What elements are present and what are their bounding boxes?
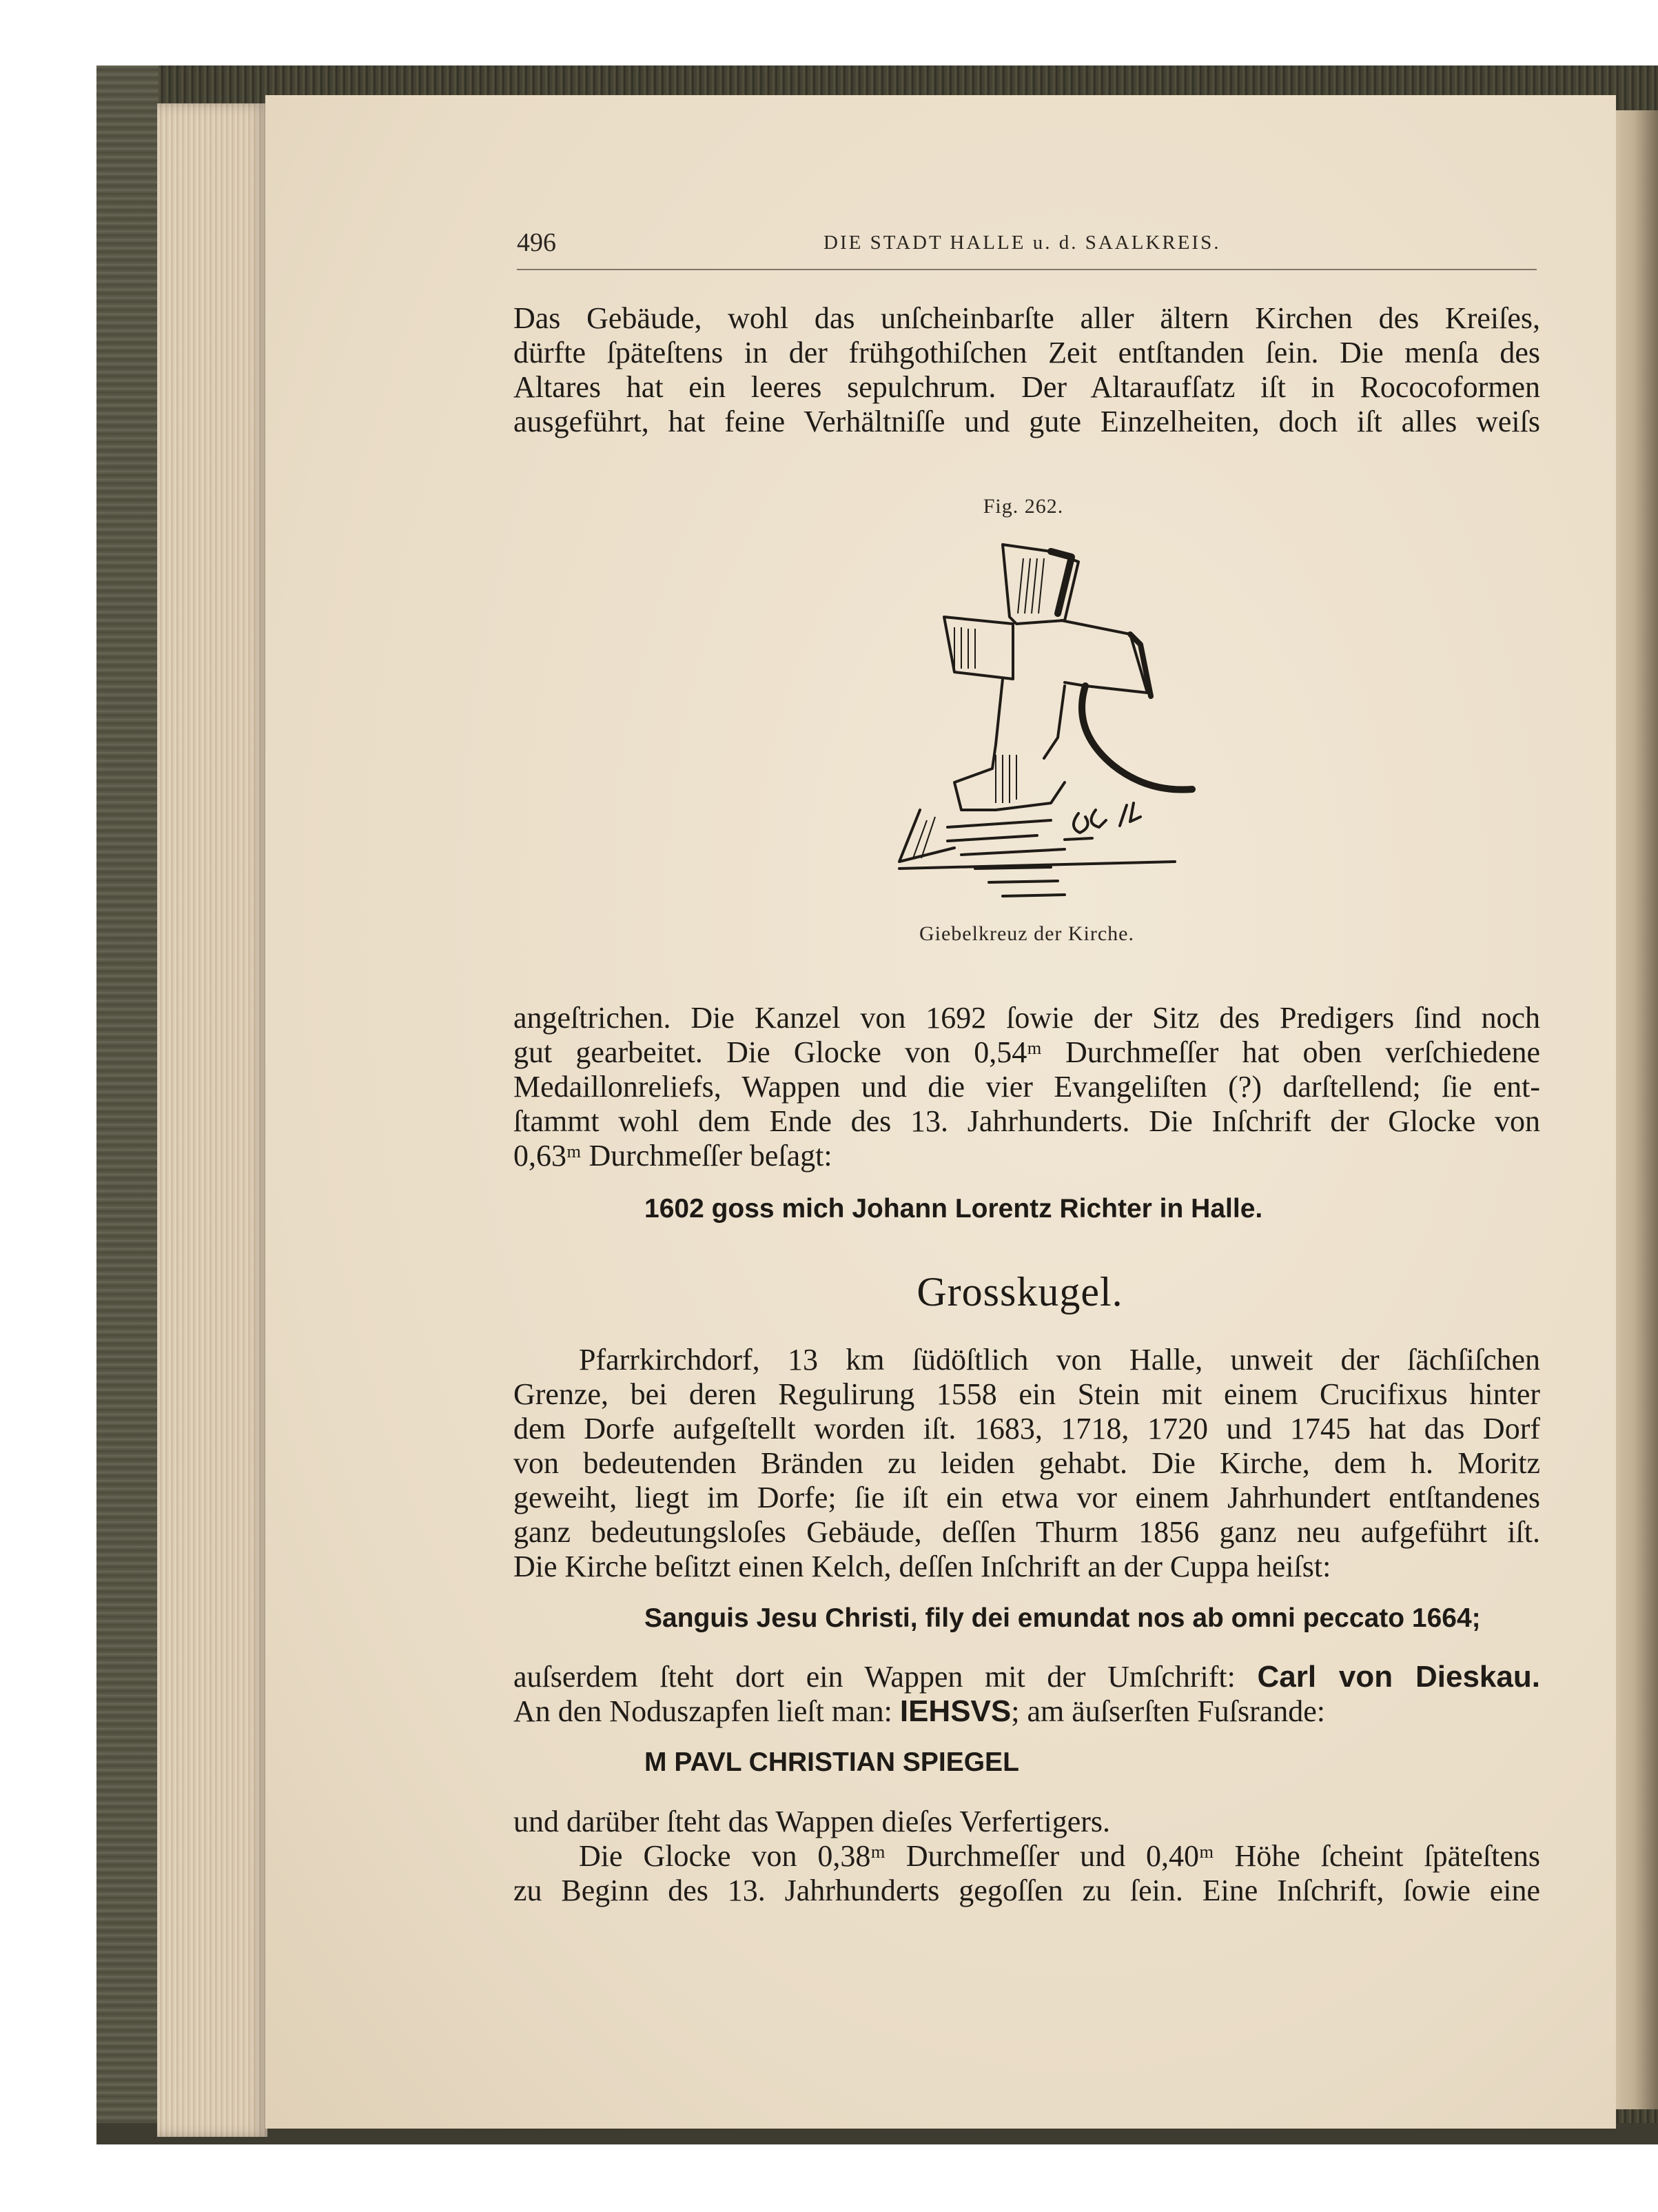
- running-header: [517, 227, 1537, 270]
- text-segment: An den Noduszapfen lieſt man:: [513, 1694, 892, 1728]
- text-line: 0,63ᵐ Durchmeſſer beſagt:: [513, 1139, 832, 1173]
- text-line: dürfte ſpäteſtens in der frühgothiſchen Zeit entſtanden ſein. Die menſa des: [513, 336, 1540, 369]
- section-heading: Grosskugel.: [917, 1269, 1123, 1315]
- text-line: zu Beginn des 13. Jahrhunderts gegoſſen zu ſein. Eine Inſchrift, ſowie eine: [513, 1874, 1540, 1907]
- text-line: Medaillonreliefs, Wappen und die vier Evangeliſten (?) darſtellend; ſie ent-: [513, 1070, 1540, 1104]
- text-line: Pfarrkirchdorf, 13 km ſüdöſtlich von Halle, unweit der ſächſiſchen: [579, 1343, 1540, 1377]
- text-line: Grenze, bei deren Regulirung 1558 ein Stein mit einem Crucifixus hinter: [513, 1377, 1540, 1411]
- text-line: gut gearbeitet. Die Glocke von 0,54ᵐ Durchmeſſer hat oben verſchiedene: [513, 1035, 1540, 1069]
- text-line: ganz bedeutungsloſes Gebäude, deſſen Thurm 1856 ganz neu aufgeführt iſt.: [513, 1515, 1540, 1549]
- chalice-inscription: Sanguis Jesu Christi, fily dei emundat nos ab omni peccato 1664;: [644, 1603, 1481, 1633]
- bell-inscription: 1602 goss mich Johann Lorentz Richter in Halle.: [644, 1194, 1263, 1224]
- text-line: Altares hat ein leeres sepulchrum. Der Altaraufſatz iſt in Rococoformen: [513, 370, 1540, 404]
- foot-inscription: M PAVL CHRISTIAN SPIEGEL: [644, 1747, 1019, 1777]
- text-line: ausgeführt, hat feine Verhältniſſe und gute Einzelheiten, doch iſt alles weiſs: [513, 405, 1540, 438]
- bold-inscription: IEHSVS: [899, 1694, 1012, 1728]
- text-line: dem Dorfe aufgeſtellt worden iſt. 1683, 1718, 1720 und 1745 hat das Dorf: [513, 1412, 1540, 1445]
- page-number: 496: [517, 228, 556, 257]
- running-title: DIE STADT HALLE u. d. SAALKREIS.: [823, 232, 1221, 254]
- text-line: [513, 1694, 1540, 1729]
- text-line: angeſtrichen. Die Kanzel von 1692 ſowie der Sitz des Predigers ſind noch: [513, 1001, 1540, 1035]
- book-spine-cloth: [96, 65, 158, 2144]
- text-line: [513, 1660, 1540, 1694]
- text-line: geweiht, liegt im Dorfe; ſie iſt ein etwa vor einem Jahrhundert entſtandenes: [513, 1481, 1540, 1514]
- text-line: Die Glocke von 0,38ᵐ Durchmeſſer und 0,40ᵐ Höhe ſcheint ſpäteſtens: [579, 1839, 1540, 1873]
- text-line: von bedeutenden Bränden zu leiden gehabt. Die Kirche, dem h. Moritz: [513, 1446, 1540, 1480]
- text-segment: ; am äuſserſten Fuſsrande:: [1011, 1694, 1326, 1728]
- text-line: ſtammt wohl dem Ende des 13. Jahrhunderts. Die Inſchrift der Glocke von: [513, 1104, 1540, 1138]
- cross-illustration: [858, 538, 1202, 913]
- figure-label: Fig. 262.: [983, 495, 1064, 518]
- figure-caption: Giebelkreuz der Kirche.: [919, 922, 1134, 945]
- text-line: Das Gebäude, wohl das unſcheinbarſte aller ältern Kirchen des Kreiſes,: [513, 301, 1540, 335]
- text-line: Die Kirche beſitzt einen Kelch, deſſen Inſchrift an der Cuppa heiſst:: [513, 1550, 1331, 1583]
- page-edges: [157, 103, 267, 2137]
- text-line: und darüber ſteht das Wappen dieſes Verfertigers.: [513, 1805, 1110, 1838]
- text-segment: auſserdem ſteht dort ein Wappen mit der Umſchrift:: [513, 1660, 1236, 1694]
- bold-inscription: Carl von Dieskau.: [1257, 1660, 1540, 1694]
